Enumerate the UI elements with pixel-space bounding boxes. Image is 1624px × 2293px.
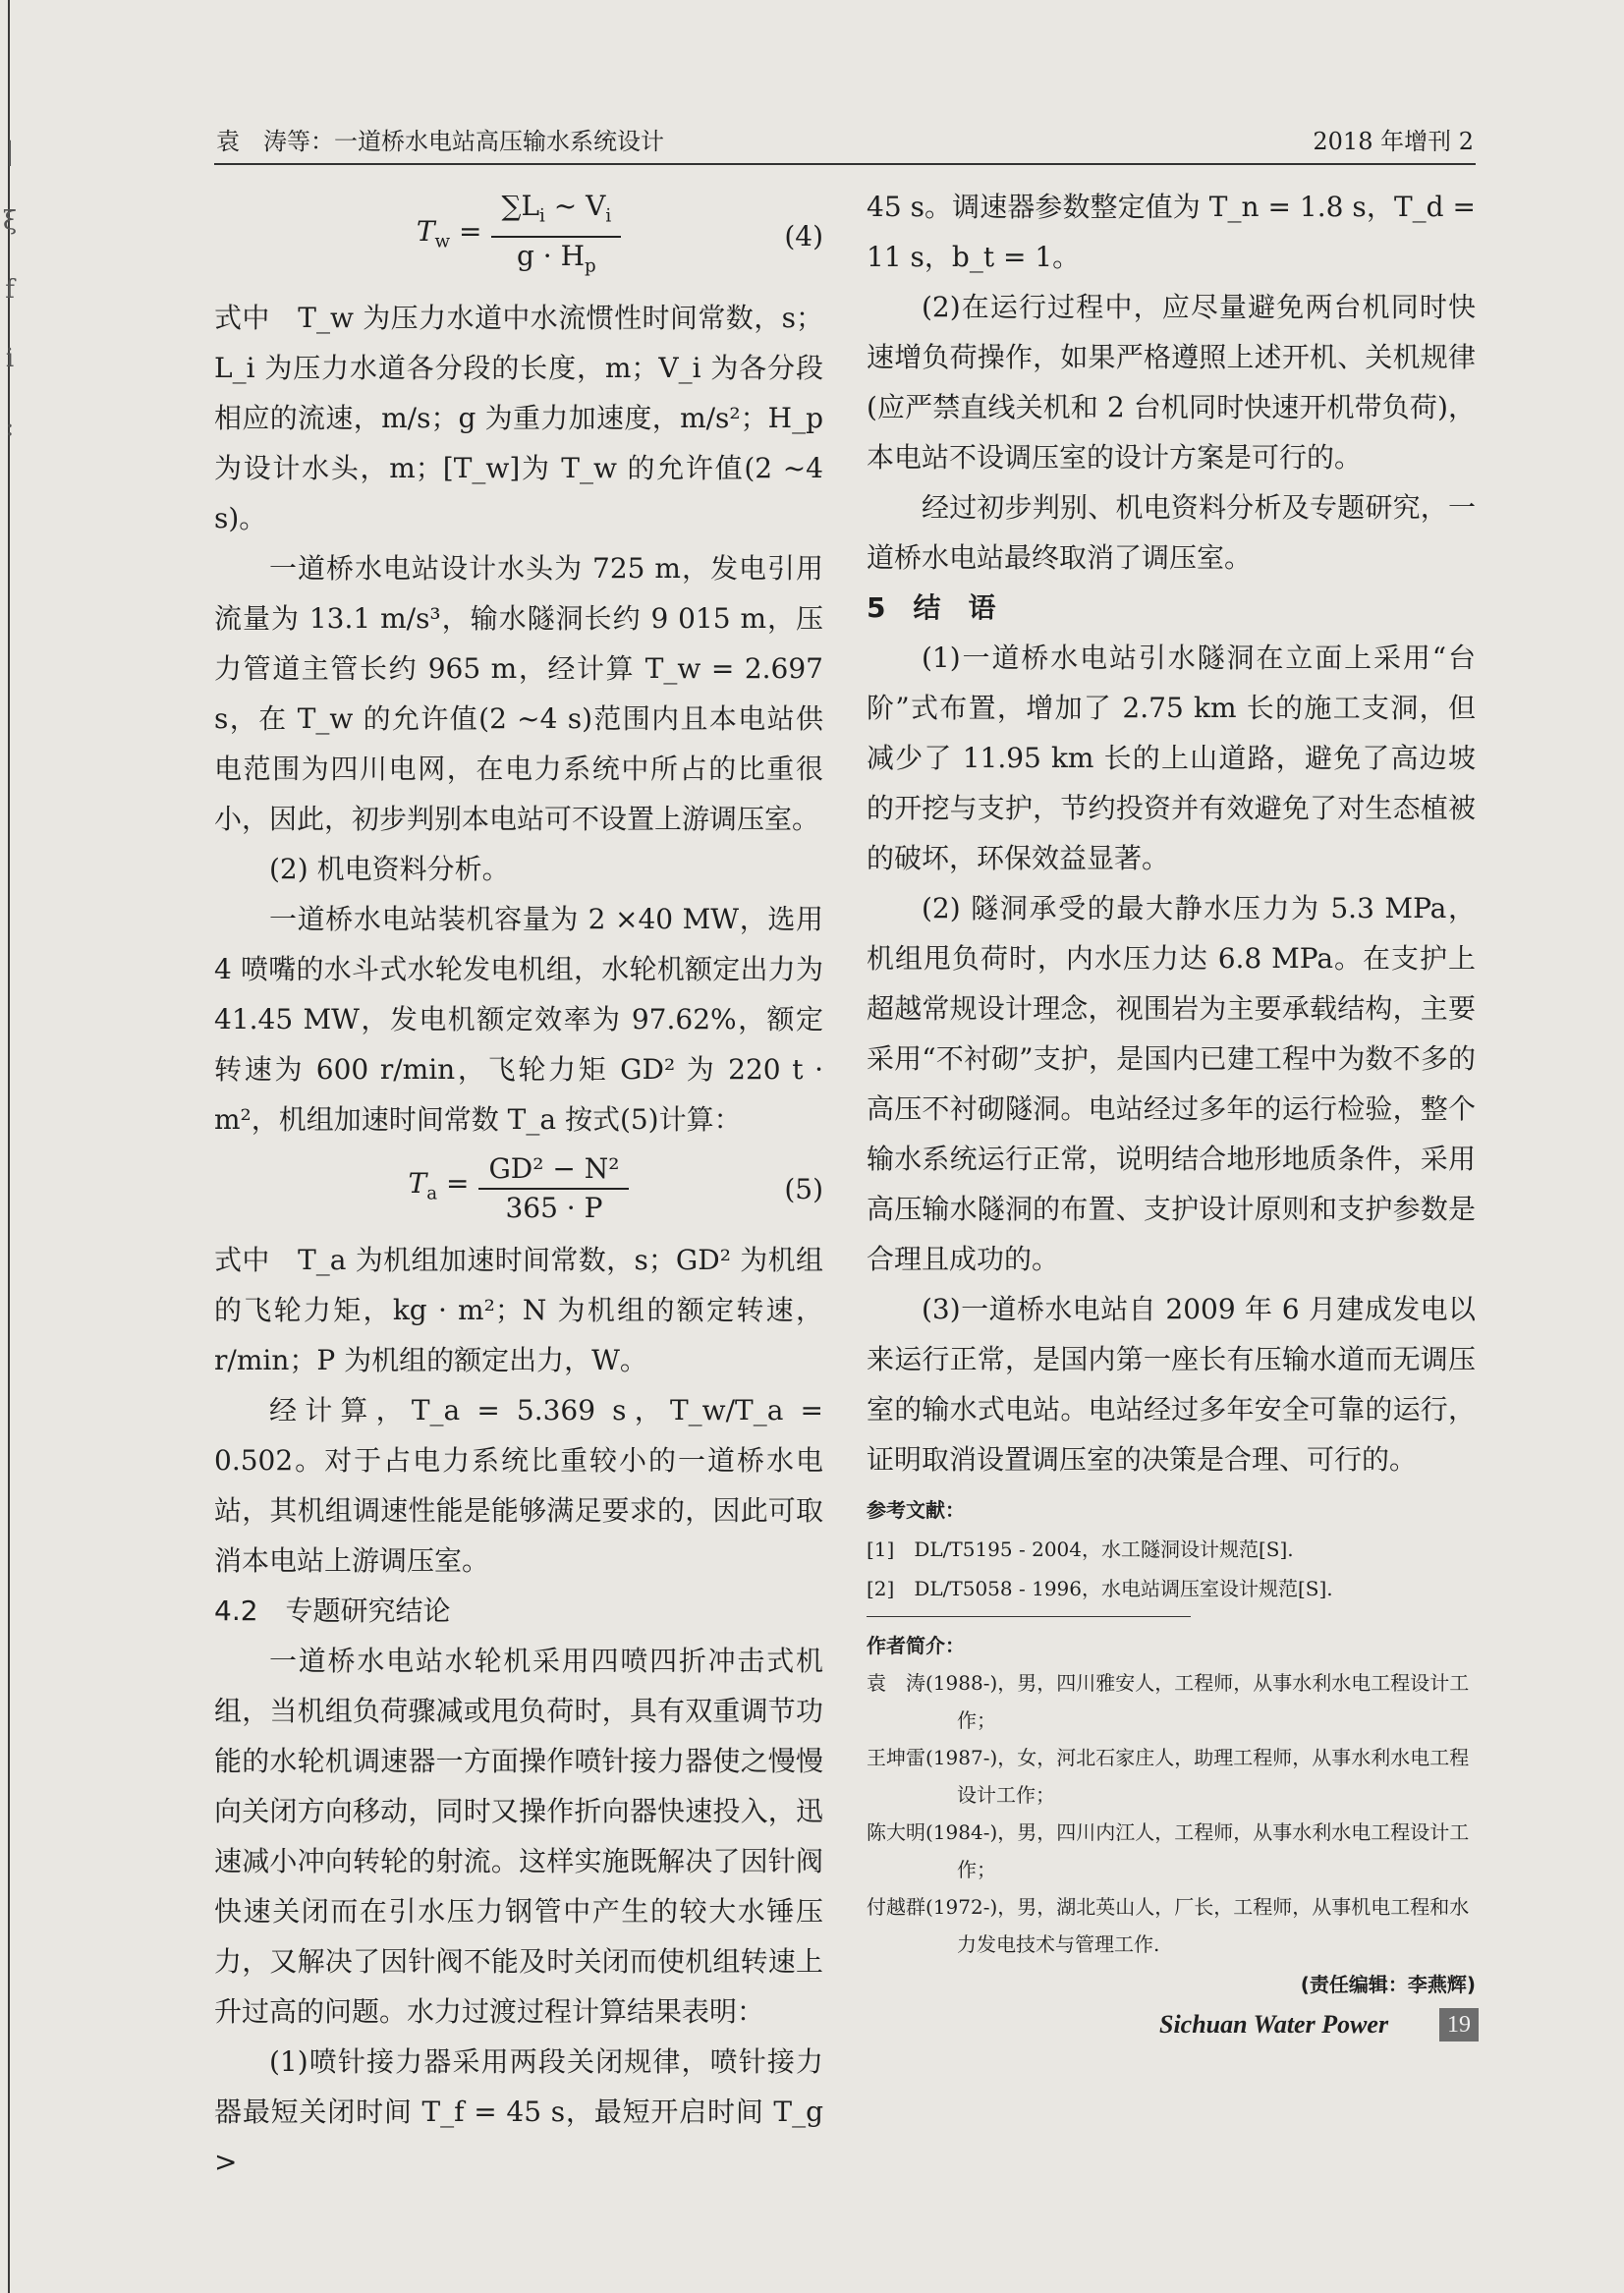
right-column [867,182,1476,2006]
author-bio: 付越群(1972-)，男，湖北英山人，厂长，工程师，从事机电工程和水力发电技术与管理工作. [867,1895,1470,1956]
author-bio-heading: 作者简介： [867,1634,965,1657]
margin-marks: | ξ f i : [2,138,18,442]
header-issue: 2018 年增刊 2 [1313,128,1474,155]
author-bio: 王坤雷(1987-)，女，河北石家庄人，助理工程师，从事水利水电工程设计工作； [867,1746,1470,1807]
paragraph: (2) 隧洞承受的最大静水压力为 5.3 MPa，机组甩负荷时，内水压力达 6.8 MPa。在支护上超越常规设计理念，视围岩为主要承载结构，主要采用“不衬砌”支护，是国内已建工程中为数不多的高压不衬砌隧洞。电站经过多年的运行检验，整个输水系统运行正常，说明结合地形地质条件，采用高压输水隧洞的布置、支护设计原则和支护参数是合理且成功的。 [867,892,1476,1275]
author-bio: 陈大明(1984-)，男，四川内江人，工程师，从事水利水电工程设计工作； [867,1820,1470,1881]
header-rule [214,163,1476,165]
header-title: 袁 涛等：一道桥水电站高压输水系统设计 [216,128,664,155]
equation-number: (5) [784,1172,823,1205]
divider [867,1616,1191,1617]
paragraph: 一道桥水电站设计水头为 725 m，发电引用流量为 13.1 m/s³，输水隧洞长约 9 015 m，压力管道主管长约 965 m，经计算 T_w = 2.697 s，在 T_w 的允许值(2 ~4 s)范围内且本电站供电范围为四川电网，在电力系统中所占的比重很小，因此，初步判别本电站可不设置上游调压室。 [214,552,823,836]
reference-item: [2] DL/T5058 - 1996，水电站调压室设计规范[S]. [867,1577,1333,1600]
paragraph: 一道桥水电站装机容量为 2 ×40 MW，选用 4 喷嘴的水斗式水轮发电机组，水轮机额定出力为 41.45 MW，发电机额定效率为 97.62%，额定转速为 600 r/min，飞轮力矩 GD² 为 220 t · m²，机组加速时间常数 T_a 按式(5)计算： [214,903,823,1137]
paragraph: (3)一道桥水电站自 2009 年 6 月建成发电以来运行正常，是国内第一座长有压输水道而无调压室的输水式电站。电站经过多年安全可靠的运行，证明取消设置调压室的决策是合理、可行的。 [867,1293,1476,1476]
left-column [214,182,823,2187]
paragraph: 45 s。调速器参数整定值为 T_n = 1.8 s，T_d = 11 s，b_t = 1。 [867,191,1476,273]
journal-name: Sichuan Water Power [1159,2010,1389,2039]
formula-5-definitions: 式中 T_a 为机组加速时间常数，s；GD² 为机组的飞轮力矩，kg · m²；N 为机组的额定转速，r/min；P 为机组的额定出力，W。 [214,1244,823,1377]
formula-4-definitions: 式中 T_w 为压力水道中水流惯性时间常数，s；L_i 为压力水道各分段的长度，m；V_i 为各分段相应的流速，m/s；g 为重力加速度，m/s²；H_p 为设计水头，m；[T_w]为 T_w 的允许值(2 ~4 s)。 [214,302,823,535]
author-bio: 袁 涛(1988-)，男，四川雅安人，工程师，从事水利水电工程设计工作； [867,1671,1470,1732]
section-heading-4-2: 4.2 专题研究结论 [214,1594,451,1628]
formula-4: $T_w$ = $\frac{\sum L_i \sim V_i}{g \cdot H_p}$ (4) [416,190,823,277]
responsible-editor: (责任编辑：李燕辉) [1300,1973,1476,1996]
page-number: 19 [1439,2008,1479,2041]
paragraph: (1)喷针接力器采用两段关闭规律，喷针接力器最短关闭时间 T_f = 45 s，最短开启时间 T_g > [214,2045,823,2179]
paragraph: (2) 机电资料分析。 [269,853,510,886]
paragraph: 一道桥水电站水轮机采用四喷四折冲击式机组，当机组负荷骤减或甩负荷时，具有双重调节功能的水轮机调速器一方面操作喷针接力器使之慢慢向关闭方向移动，同时又操作折向器快速投入，迅速减小冲向转轮的射流。这样实施既解决了因针阀快速关闭而在引水压力钢管中产生的较大水锤压力，又解决了因针阀不能及时关闭而使机组转速上升过高的问题。水力过渡过程计算结果表明： [214,1645,823,2029]
paragraph: 经计算，T_a = 5.369 s，T_w/T_a = 0.502。对于占电力系统比重较小的一道桥水电站，其机组调速性能是能够满足要求的，因此可取消本电站上游调压室。 [214,1394,823,1578]
paragraph: (2)在运行过程中，应尽量避免两台机同时快速增负荷操作，如果严格遵照上述开机、关机规律(应严禁直线关机和 2 台机同时快速开机带负荷)，本电站不设调压室的设计方案是可行的。 [867,291,1476,474]
paragraph: (1)一道桥水电站引水隧洞在立面上采用“台阶”式布置，增加了 2.75 km 长的施工支洞，但减少了 11.95 km 长的上山道路，避免了高边坡的开挖与支护，节约投资并有效避免了对生态植被的破坏，环保效益显著。 [867,642,1476,874]
running-header [216,122,1474,156]
references-heading: 参考文献： [867,1498,965,1522]
section-heading-5: 5 结 语 [867,591,996,624]
reference-item: [1] DL/T5195 - 2004，水工隧洞设计规范[S]. [867,1538,1294,1561]
formula-5: $T_a$ = $\frac{\text{GD² − N²}}{365 \cdot P}$ (5) [408,1152,823,1225]
equation-number: (4) [784,220,823,253]
paragraph: 经过初步判别、机电资料分析及专题研究，一道桥水电站最终取消了调压室。 [867,491,1476,574]
